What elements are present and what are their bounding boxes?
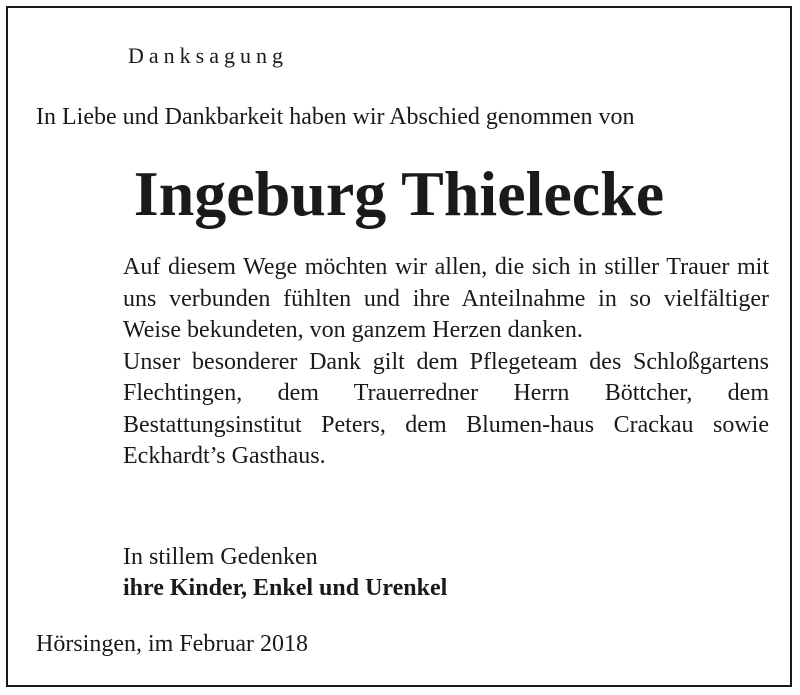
signatories: ihre Kinder, Enkel und Urenkel <box>123 575 448 601</box>
intro-line: In Liebe und Dankbarkeit haben wir Abschied genommen von <box>36 104 635 130</box>
deceased-name: Ingeburg Thielecke <box>133 158 665 229</box>
place-date: Hörsingen, im Februar 2018 <box>36 631 308 657</box>
closing-block <box>123 542 447 604</box>
closing-line: In stillem Gedenken <box>123 544 318 570</box>
obituary-notice <box>6 6 792 687</box>
thanks-text <box>123 252 769 473</box>
thanks-paragraph: Auf diesem Wege möchten wir allen, die sich in stiller Trauer mit uns verbunden fühlten und ihre Anteilnahme in so vielfältiger Weise bekundeten, von ganzem Herzen danken. <box>123 254 769 343</box>
special-thanks-paragraph: Unser besonderer Dank gilt dem Pflegeteam des Schloßgartens Flechtingen, dem Trauerredner Herrn Böttcher, dem Bestattungsinstitut Peters, dem Blumen-haus Crackau sowie Eckhardt’s Gasthaus. <box>123 348 769 469</box>
notice-heading: Danksagung <box>128 43 288 68</box>
